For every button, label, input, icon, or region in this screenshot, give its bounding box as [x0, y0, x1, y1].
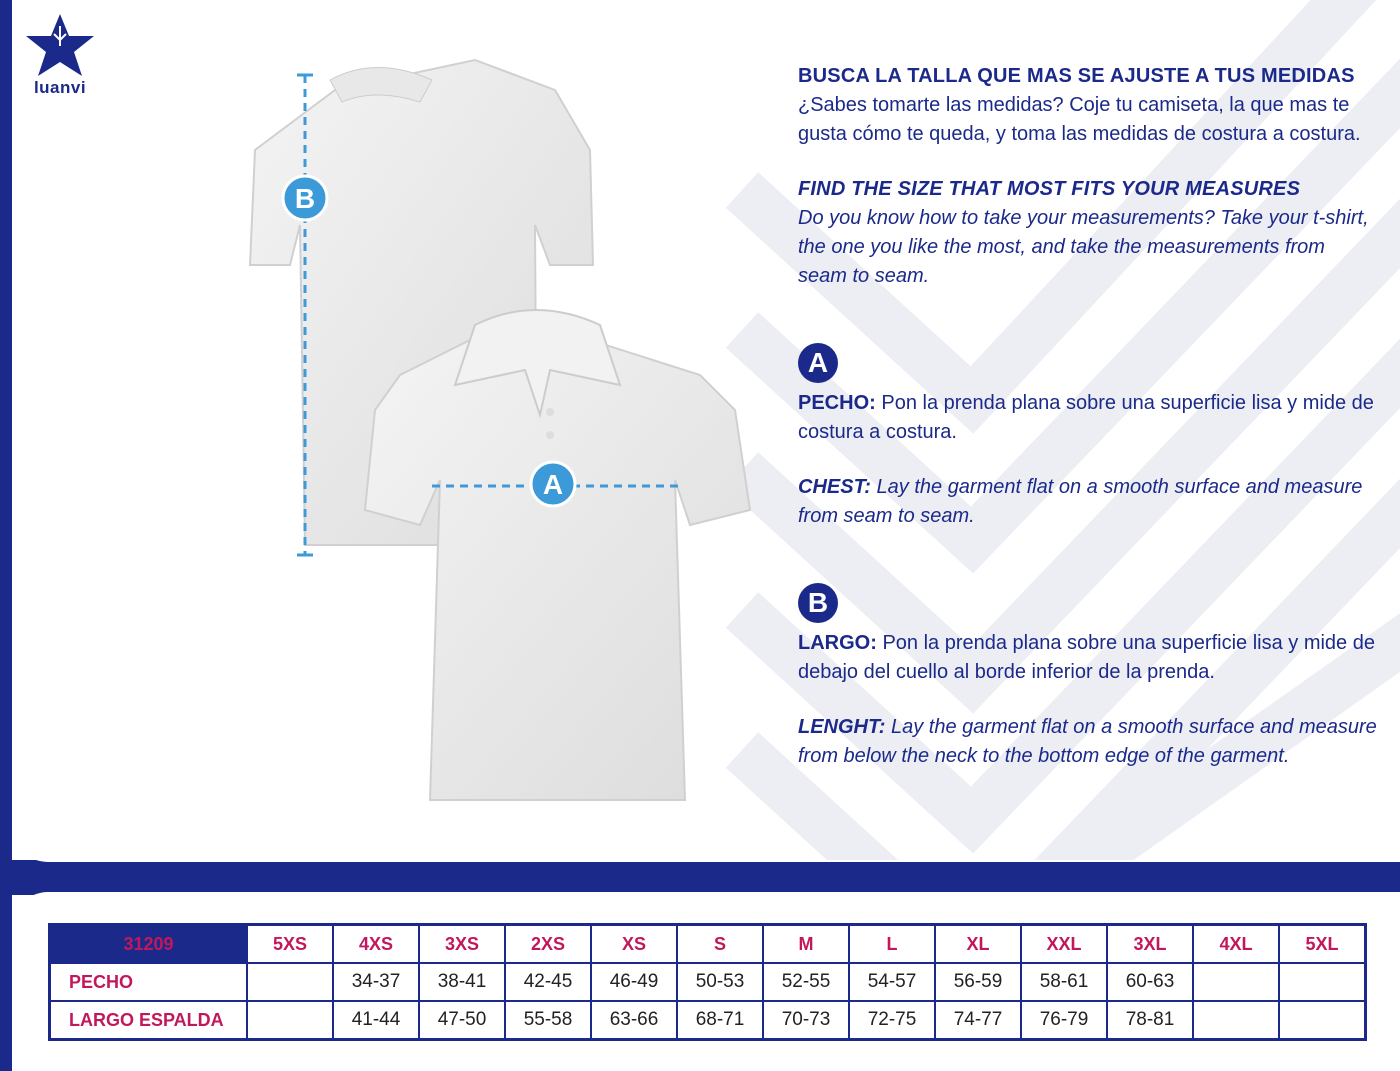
size-header: 4XS: [333, 925, 419, 964]
es-body: ¿Sabes tomarte las medidas? Coje tu camiseta, la que mas te gusta cómo te queda, y toma las medidas de costura a costura.: [798, 94, 1361, 145]
chest-en-instruction: [798, 473, 1378, 531]
left-frame-bar: [0, 0, 12, 1071]
product-code: 31209: [50, 925, 248, 964]
size-header: XS: [591, 925, 677, 964]
size-header: 3XS: [419, 925, 505, 964]
table-row-chest: [50, 963, 1366, 1001]
table-cell: 72-75: [849, 1001, 935, 1040]
table-row-back-length: [50, 1001, 1366, 1040]
table-cell: 47-50: [419, 1001, 505, 1040]
chest-es-instruction: [798, 389, 1378, 447]
length-es-instruction: [798, 629, 1378, 687]
length-en-text: Lay the garment flat on a smooth surface and measure from below the neck to the bottom edge of the garment.: [798, 716, 1377, 767]
section-b-badge: B: [798, 583, 838, 623]
en-body: Do you know how to take your measurements? Take your t-shirt, the one you like the most, and take the measurements from seam to seam.: [798, 207, 1369, 287]
polo-shirts-illustration: [170, 40, 770, 820]
table-cell: [247, 963, 333, 1001]
brand-name: luanvi: [33, 78, 87, 97]
row-label: LARGO ESPALDA: [50, 1001, 248, 1040]
table-cell: [1193, 1001, 1279, 1040]
table-cell: [247, 1001, 333, 1040]
table-cell: 46-49: [591, 963, 677, 1001]
length-en-label: LENGHT:: [798, 716, 886, 738]
table-cell: 56-59: [935, 963, 1021, 1001]
table-cell: 54-57: [849, 963, 935, 1001]
table-cell: 58-61: [1021, 963, 1107, 1001]
size-header: 2XS: [505, 925, 591, 964]
table-cell: 63-66: [591, 1001, 677, 1040]
table-cell: [1279, 963, 1366, 1001]
table-cell: 41-44: [333, 1001, 419, 1040]
row-label: PECHO: [50, 963, 248, 1001]
table-cell: 38-41: [419, 963, 505, 1001]
marker-a: [531, 462, 575, 506]
table-cell: 52-55: [763, 963, 849, 1001]
size-header-row: [50, 925, 1366, 964]
marker-b-label: B: [294, 183, 316, 214]
size-header: 4XL: [1193, 925, 1279, 964]
marker-a-label: A: [542, 469, 564, 500]
en-heading: FIND THE SIZE THAT MOST FITS YOUR MEASURES: [798, 178, 1301, 200]
table-cell: 70-73: [763, 1001, 849, 1040]
table-cell: 34-37: [333, 963, 419, 1001]
table-cell: 50-53: [677, 963, 763, 1001]
length-en-instruction: [798, 713, 1378, 771]
length-es-text: Pon la prenda plana sobre una superficie lisa y mide de debajo del cuello al borde inferior de la prenda.: [798, 632, 1375, 683]
chest-en-label: CHEST:: [798, 476, 871, 498]
table-cell: [1279, 1001, 1366, 1040]
size-header: S: [677, 925, 763, 964]
table-cell: 76-79: [1021, 1001, 1107, 1040]
size-header: 5XL: [1279, 925, 1366, 964]
es-heading: BUSCA LA TALLA QUE MAS SE AJUSTE A TUS MEDIDAS: [798, 65, 1355, 87]
size-header: 5XS: [247, 925, 333, 964]
instructions: [798, 62, 1378, 771]
front-shirt: [365, 310, 750, 800]
size-header: 3XL: [1107, 925, 1193, 964]
table-cell: 74-77: [935, 1001, 1021, 1040]
table-cell: 60-63: [1107, 963, 1193, 1001]
table-cell: 68-71: [677, 1001, 763, 1040]
section-a-badge: A: [798, 343, 838, 383]
size-header: XL: [935, 925, 1021, 964]
table-cell: [1193, 963, 1279, 1001]
size-chart-table: [48, 923, 1367, 1041]
divider-band: [0, 860, 1400, 895]
chest-es-text: Pon la prenda plana sobre una superficie lisa y mide de costura a costura.: [798, 392, 1374, 443]
size-header: M: [763, 925, 849, 964]
chest-es-label: PECHO:: [798, 392, 876, 414]
size-header: L: [849, 925, 935, 964]
length-es-label: LARGO:: [798, 632, 877, 654]
size-header: XXL: [1021, 925, 1107, 964]
table-cell: 42-45: [505, 963, 591, 1001]
table-cell: 55-58: [505, 1001, 591, 1040]
chest-en-text: Lay the garment flat on a smooth surface and measure from seam to seam.: [798, 476, 1363, 527]
marker-b: [283, 176, 327, 220]
table-cell: 78-81: [1107, 1001, 1193, 1040]
